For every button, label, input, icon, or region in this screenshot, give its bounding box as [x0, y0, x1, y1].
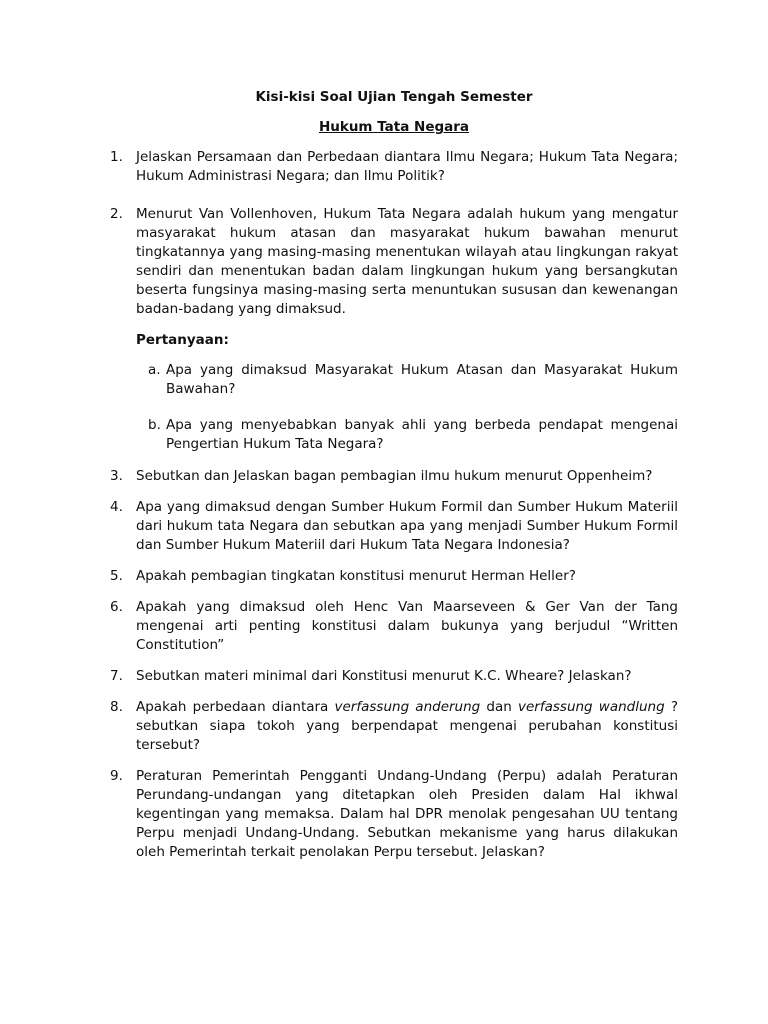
item-text: Sebutkan materi minimal dari Konstitusi menurut K.C. Wheare? Jelaskan?	[136, 668, 632, 684]
item-text-part: ? sebutkan siapa tokoh yang berpendapat mengenai perubahan konstitusi tersebut?	[136, 699, 679, 753]
item-number: 4.	[110, 499, 123, 515]
item-number: 9.	[110, 768, 123, 784]
item-number: 5.	[110, 568, 123, 584]
document-subtitle: Hukum Tata Negara	[318, 119, 470, 135]
sub-item-a	[136, 361, 678, 399]
list-item-6	[110, 598, 678, 655]
item-text: Apakah yang dimaksud oleh Henc Van Maarseveen & Ger Van der Tang mengenai arti penting konstitusi dalam bukunya yang berjudul “Written Constitution”	[136, 599, 678, 653]
item-number: 3.	[110, 468, 123, 484]
list-item-4	[110, 498, 678, 555]
sub-item-text: Apa yang menyebabkan banyak ahli yang berbeda pendapat mengenai Pengertian Hukum Tata Negara?	[166, 417, 678, 452]
list-item-8	[110, 698, 678, 755]
list-item-2	[110, 205, 678, 319]
questions-heading: Pertanyaan:	[136, 332, 229, 348]
list-item-1	[110, 148, 678, 186]
item-text: Menurut Van Vollenhoven, Hukum Tata Negara adalah hukum yang mengatur masyarakat hukum atasan dan masyarakat hukum bawahan menurut tingkatannya yang masing-masing menentukan wilayah atau lingkungan rakyat sendiri dan menentukan badan dalam lingkungan hukum yang bersangkutan beserta fungsinya masing-masing serta menuntukan sususan dan kewenangan badan-badang yang dimaksud.	[136, 206, 678, 317]
italic-term-1: verfassung anderung	[334, 699, 481, 715]
document-title: Kisi-kisi Soal Ujian Tengah Semester	[255, 89, 533, 105]
list-item-3	[110, 467, 678, 486]
item-text: Apa yang dimaksud dengan Sumber Hukum Formil dan Sumber Hukum Materiil dari hukum tata Negara dan sebutkan apa yang menjadi Sumber Hukum Formil dan Sumber Hukum Materiil dari Hukum Tata Negara Indonesia?	[136, 499, 678, 553]
item-text: Jelaskan Persamaan dan Perbedaan diantara Ilmu Negara; Hukum Tata Negara; Hukum Administrasi Negara; dan Ilmu Politik?	[136, 149, 678, 184]
list-item-9	[110, 767, 678, 862]
item-number: 2.	[110, 206, 123, 222]
document-content	[110, 88, 678, 862]
list-item-5	[110, 567, 678, 586]
item-number: 7.	[110, 668, 123, 684]
item-text: Apakah pembagian tingkatan konstitusi menurut Herman Heller?	[136, 568, 576, 584]
item-text: Peraturan Pemerintah Pengganti Undang-Undang (Perpu) adalah Peraturan Perundang-undangan yang ditetapkan oleh Presiden dalam Hal ikhwal kegentingan yang memaksa. Dalam hal DPR menolak pengesahan UU tentang Perpu menjadi Undang-Undang. Sebutkan mekanisme yang harus dilakukan oleh Pemerintah terkait penolakan Perpu tersebut. Jelaskan?	[136, 768, 678, 860]
item-text	[136, 698, 678, 755]
item-text-part: dan	[480, 699, 518, 715]
list-item-7	[110, 667, 678, 686]
item-text-part: Apakah perbedaan diantara	[136, 699, 335, 715]
sub-item-letter: a.	[148, 362, 161, 378]
item-number: 1.	[110, 149, 123, 165]
item-number: 6.	[110, 599, 123, 615]
sub-item-text: Apa yang dimaksud Masyarakat Hukum Atasan dan Masyarakat Hukum Bawahan?	[166, 362, 678, 397]
item-number: 8.	[110, 699, 123, 715]
item-text: Sebutkan dan Jelaskan bagan pembagian ilmu hukum menurut Oppenheim?	[136, 468, 653, 484]
sub-item-letter: b.	[148, 417, 161, 433]
sub-item-b	[136, 416, 678, 454]
italic-term-2: verfassung wandlung	[518, 699, 665, 715]
